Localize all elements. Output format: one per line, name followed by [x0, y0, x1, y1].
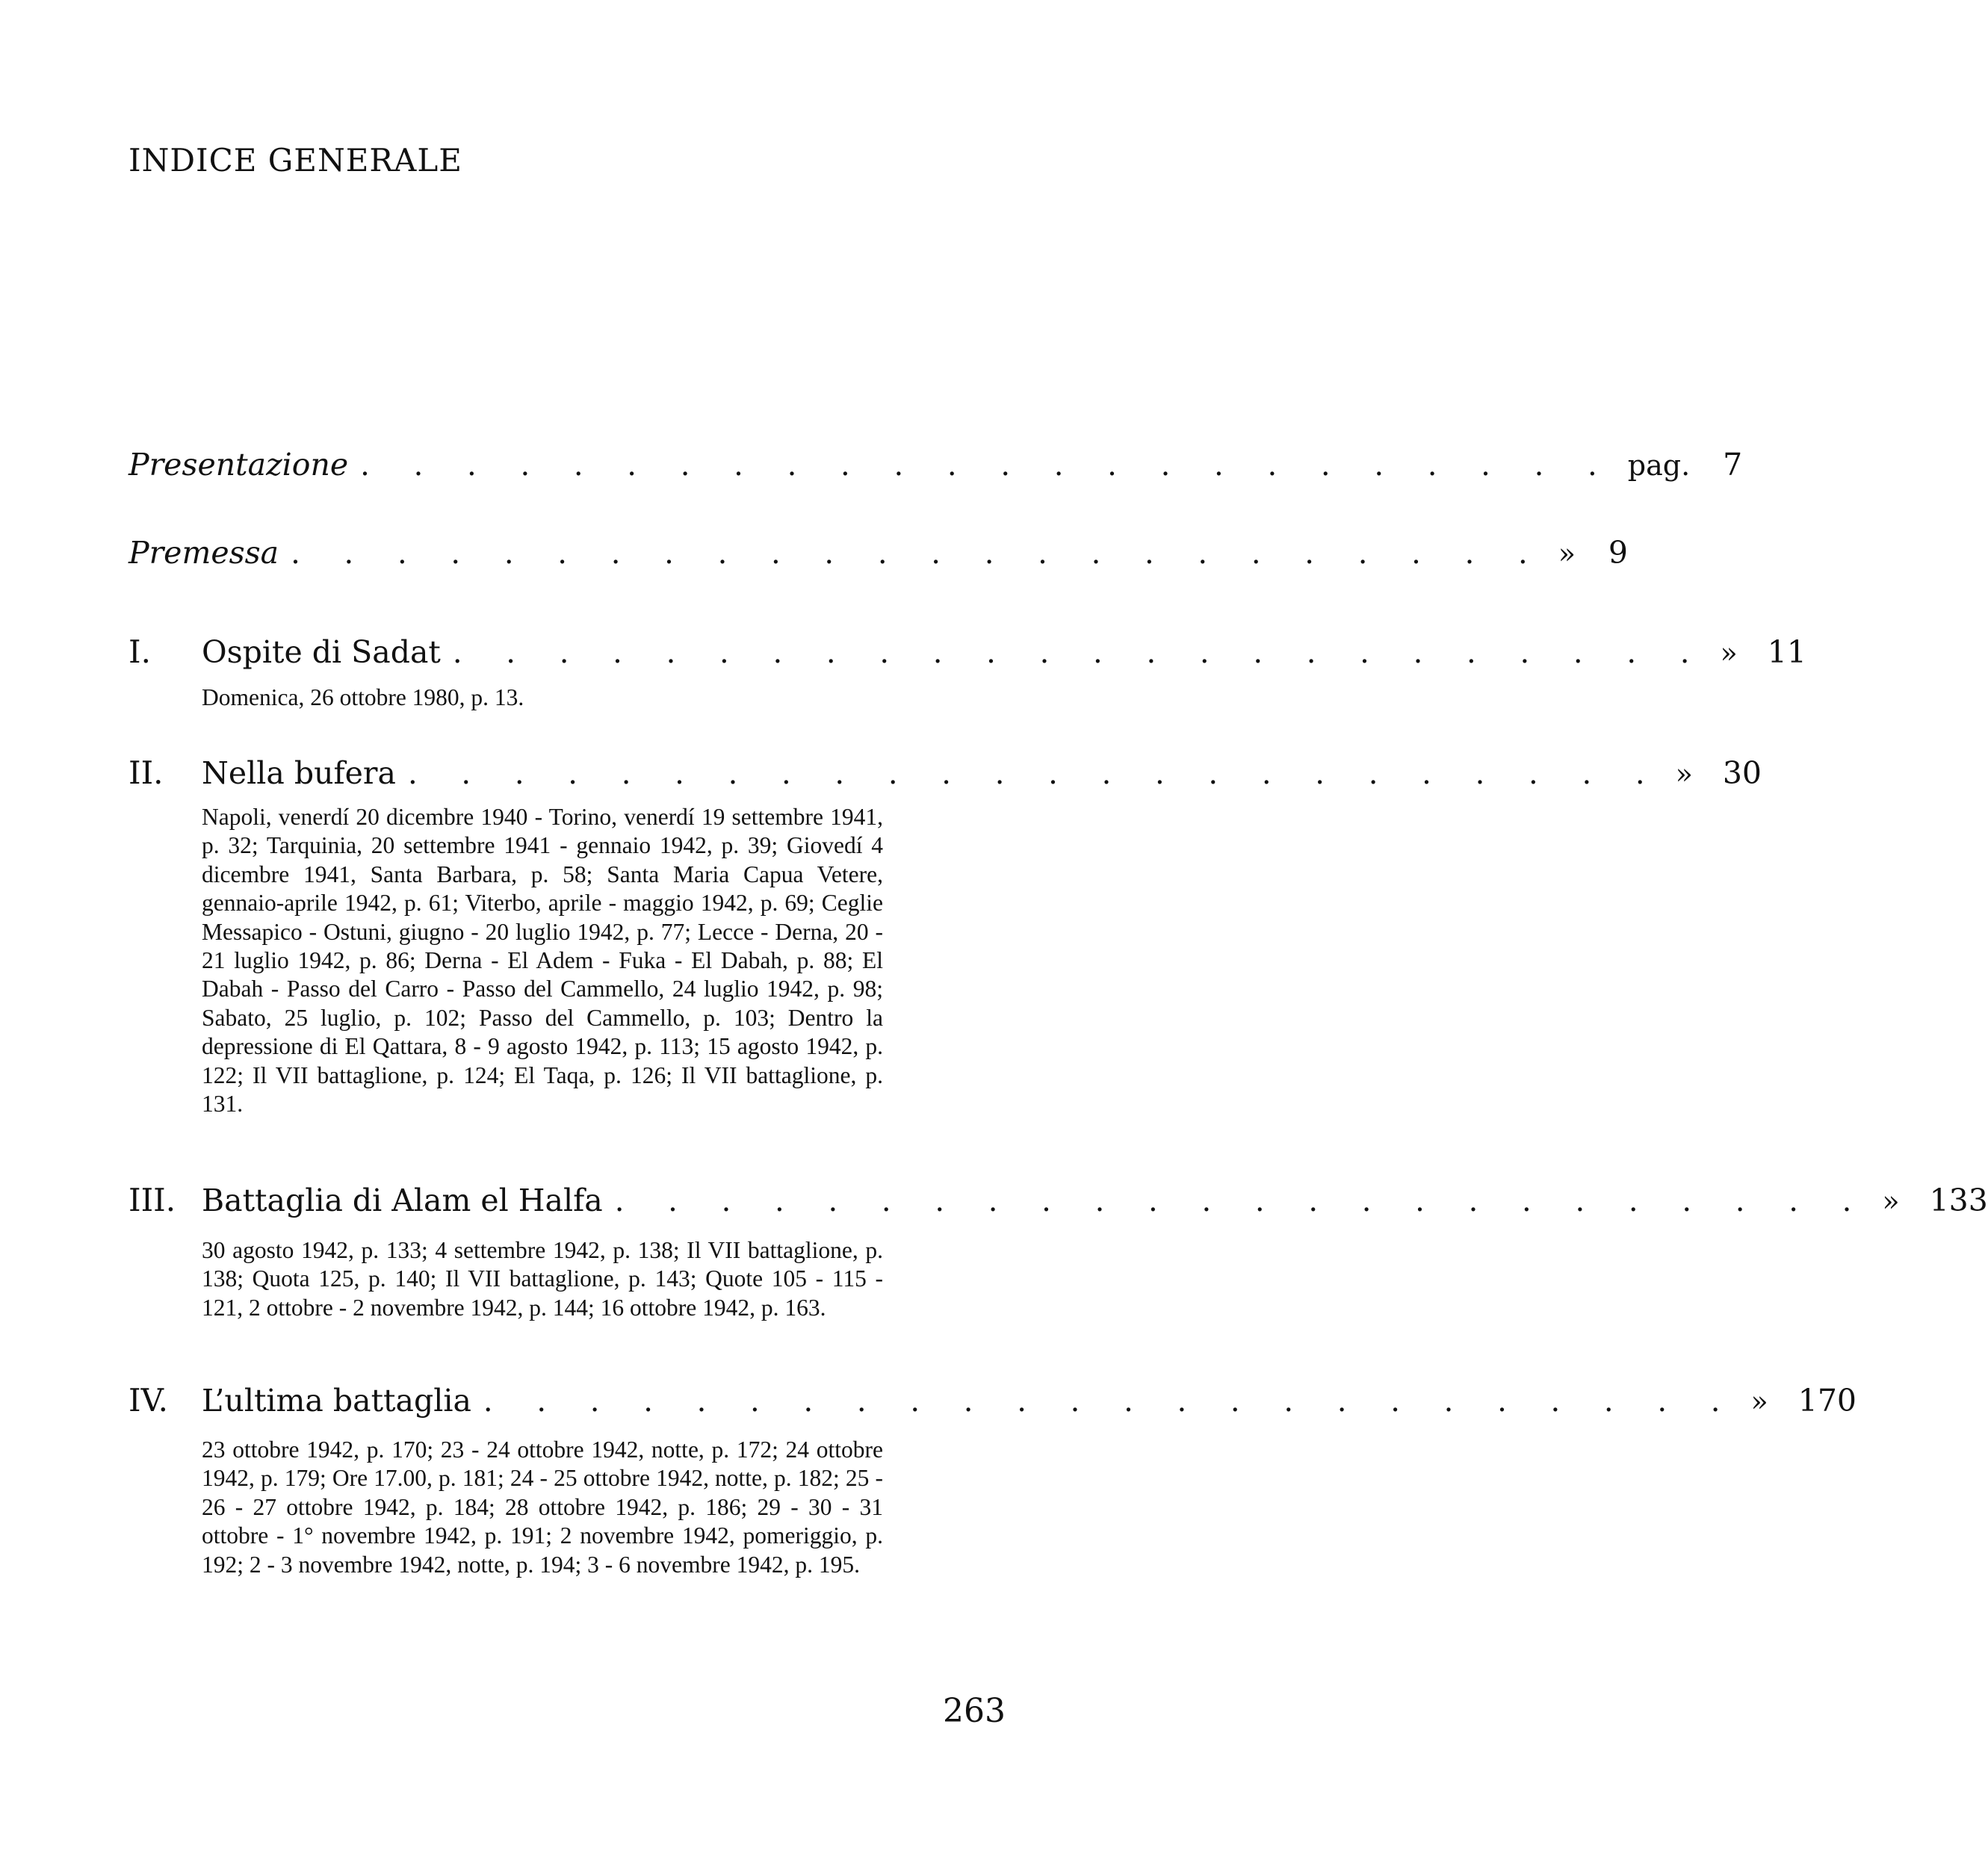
page-marker: »: [1720, 636, 1738, 669]
entry-title: Battaglia di Alam el Halfa: [202, 1182, 603, 1218]
page-number: 30: [1722, 755, 1762, 791]
chapter-3-contents: 30 agosto 1942, p. 133; 4 settembre 1942, p. 138; Il VII battaglione, p. 138; Quota 125, p. 140; Il VII battaglione, p. 143; Quote 105 - 115 - 121, 2 ottobre - 2 novembre 1942, p. 144; 16 ottobre 1942, p. 163.: [202, 1237, 883, 1321]
page-marker: pag.: [1627, 449, 1691, 482]
toc-entry-presentazione[interactable]: [128, 447, 1743, 492]
page-marker: »: [1675, 757, 1693, 790]
entry-title: Premessa: [128, 535, 279, 571]
entry-title: L’ultima battaglia: [202, 1383, 471, 1419]
chapter-1-contents: Domenica, 26 ottobre 1980, p. 13.: [202, 684, 524, 710]
chapter-numeral: I.: [128, 633, 151, 670]
dot-leader: . . . . . . . . . . . . . . . . . . . . . . . .: [483, 1384, 1738, 1419]
entry-title: Nella bufera: [202, 755, 396, 791]
dot-leader: . . . . . . . . . . . . . . . . . . . . . . . .: [452, 636, 1707, 670]
toc-entry-chapter-1[interactable]: [128, 633, 1806, 678]
dot-leader: . . . . . . . . . . . . . . . . . . . . . . . .: [407, 757, 1662, 791]
dot-leader: . . . . . . . . . . . . . . . . . . . . . . . .: [360, 448, 1614, 483]
page-number: 9: [1608, 535, 1628, 571]
chapter-4-contents: 23 ottobre 1942, p. 170; 23 - 24 ottobre 1942, notte, p. 172; 24 ottobre 1942, p. 179; Ore 17.00, p. 181; 24 - 25 ottobre 1942, notte, p. 182; 25 - 26 - 27 ottobre 1942, p. 184; 28 ottobre 1942, p. 186; 29 - 30 - 31 ottobre - 1° novembre 1942, p. 191; 2 novembre 1942, pomeriggio, p. 192; 2 - 3 novembre 1942, notte, p. 194; 3 - 6 novembre 1942, p. 195.: [202, 1436, 883, 1578]
chapter-numeral: II.: [128, 754, 164, 791]
page-folio-number: 263: [943, 1692, 1006, 1730]
page-number: 11: [1767, 634, 1806, 670]
toc-entry-premessa[interactable]: [128, 535, 1628, 580]
page-number: 133: [1929, 1182, 1988, 1218]
entry-title: Ospite di Sadat: [202, 634, 441, 670]
page-marker: »: [1750, 1385, 1768, 1418]
entry-title: Presentazione: [128, 447, 349, 483]
page-marker: »: [1558, 537, 1576, 570]
chapter-numeral: IV.: [128, 1382, 168, 1419]
page-number: 7: [1723, 447, 1743, 483]
chapter-2-contents: Napoli, venerdí 20 dicembre 1940 - Torino, venerdí 19 settembre 1941, p. 32; Tarquinia, 20 settembre 1941 - gennaio 1942, p. 39; Giovedí 4 dicembre 1941, Santa Barbara, p. 58; Santa Maria Capua Vetere, gennaio-aprile 1942, p. 61; Viterbo, aprile - maggio 1942, p. 69; Ceglie Messapico - Ostuni, giugno - 20 luglio 1942, p. 77; Lecce - Derna, 20 - 21 luglio 1942, p. 86; Derna - El Adem - Fuka - El Dabah, p. 88; El Dabah - Passo del Carro - Passo del Cammello, 24 luglio 1942, p. 98; Sabato, 25 luglio, p. 102; Passo del Cammello, p. 103; Dentro la depressione di El Qattara, 8 - 9 agosto 1942, p. 113; 15 agosto 1942, p. 122; Il VII battaglione, p. 124; El Taqa, p. 126; Il VII battaglione, p. 131.: [202, 804, 883, 1118]
page-number: 170: [1797, 1383, 1857, 1419]
page-title: INDICE GENERALE: [128, 142, 462, 179]
page-marker: »: [1882, 1185, 1900, 1218]
chapter-numeral: III.: [128, 1182, 176, 1218]
toc-entry-chapter-4[interactable]: [128, 1382, 1857, 1427]
dot-leader: . . . . . . . . . . . . . . . . . . . . . . . .: [291, 536, 1545, 571]
toc-entry-chapter-2[interactable]: [128, 754, 1762, 799]
dot-leader: . . . . . . . . . . . . . . . . . . . . . . . .: [614, 1184, 1869, 1218]
toc-entry-chapter-3[interactable]: [128, 1182, 1988, 1227]
